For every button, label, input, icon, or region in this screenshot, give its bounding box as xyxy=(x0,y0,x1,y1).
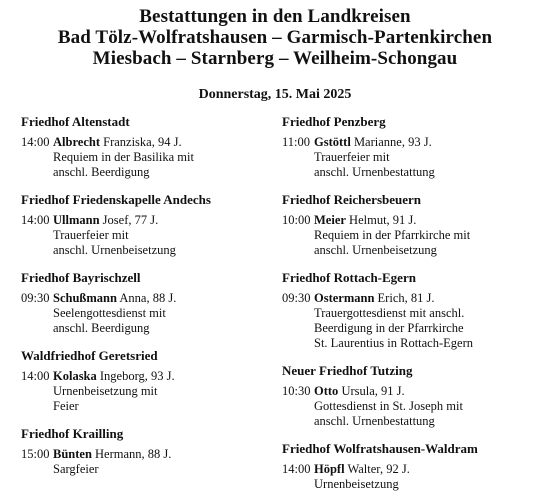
cemetery-name: Neuer Friedhof Tutzing xyxy=(282,363,413,378)
cemetery-name: Friedhof Wolfratshausen-Waldram xyxy=(282,441,478,456)
service-description: Gottesdienst in St. Joseph mit xyxy=(314,399,463,413)
service-description: anschl. Urnenbeisetzung xyxy=(314,243,437,257)
deceased-name xyxy=(53,447,271,462)
deceased-surname: Kolaska xyxy=(53,369,97,383)
service-description: Beerdigung in der Pfarrkirche xyxy=(314,321,464,335)
service-description: Trauerfeier mit xyxy=(53,228,129,242)
deceased-surname: Ostermann xyxy=(314,291,375,305)
service-description: Urnenbeisetzung mit xyxy=(53,384,158,398)
service-description: anschl. Urnenbestattung xyxy=(314,165,435,179)
deceased-given-name-age: Anna, 88 J. xyxy=(116,291,177,305)
deceased-given-name-age: Erich, 81 J. xyxy=(374,291,435,305)
deceased-surname: Höpfl xyxy=(314,462,345,476)
cemetery-name: Friedhof Altenstadt xyxy=(21,114,130,129)
deceased-given-name-age: Franziska, 94 J. xyxy=(100,135,182,149)
cemetery-name: Friedhof Reichersbeuern xyxy=(282,192,422,207)
burial-entry xyxy=(21,135,271,180)
burial-entry xyxy=(21,291,271,336)
service-description: anschl. Urnenbeisetzung xyxy=(53,243,176,257)
service-description: Requiem in der Basilika mit xyxy=(53,150,194,164)
burial-time: 14:00 xyxy=(282,462,311,476)
service-description: anschl. Beerdigung xyxy=(53,321,150,335)
deceased-given-name-age: Hermann, 88 J. xyxy=(91,447,172,461)
cemetery-name: Waldfriedhof Geretsried xyxy=(21,348,158,363)
cemetery-block xyxy=(282,192,542,258)
cemetery-block xyxy=(21,426,271,477)
service-description: Trauerfeier mit xyxy=(314,150,390,164)
burial-entry xyxy=(282,384,542,429)
burial-time: 10:30 xyxy=(282,384,311,398)
burial-entry xyxy=(282,135,542,180)
deceased-given-name-age: Helmut, 91 J. xyxy=(345,213,417,227)
cemetery-name: Friedhof Friedenskapelle Andechs xyxy=(21,192,211,207)
deceased-name xyxy=(53,135,271,150)
burial-details xyxy=(314,213,542,258)
service-description: anschl. Urnenbestattung xyxy=(314,414,435,428)
burial-time: 14:00 xyxy=(21,135,50,149)
title-line: Miesbach – Starnberg – Weilheim-Schongau xyxy=(92,48,458,69)
burial-details xyxy=(314,462,542,492)
cemetery-block xyxy=(282,270,542,351)
deceased-surname: Meier xyxy=(314,213,346,227)
burial-details xyxy=(53,135,271,180)
burial-entry xyxy=(21,447,271,477)
burial-details xyxy=(53,447,271,477)
service-description: Feier xyxy=(53,399,79,413)
service-description: Seelengottesdienst mit xyxy=(53,306,166,320)
deceased-surname: Schußmann xyxy=(53,291,117,305)
burial-details xyxy=(53,213,271,258)
burial-entry xyxy=(282,291,542,351)
burial-time: 11:00 xyxy=(282,135,311,149)
deceased-name xyxy=(53,213,271,228)
burial-entry xyxy=(282,213,542,258)
burial-details xyxy=(314,291,542,351)
cemetery-block xyxy=(21,348,271,414)
burial-details xyxy=(53,291,271,336)
deceased-surname: Gstöttl xyxy=(314,135,351,149)
deceased-given-name-age: Ingeborg, 93 J. xyxy=(96,369,175,383)
burial-time: 09:30 xyxy=(21,291,50,305)
cemetery-name: Friedhof Penzberg xyxy=(282,114,386,129)
cemetery-block xyxy=(21,114,271,180)
cemetery-block xyxy=(282,363,542,429)
deceased-surname: Bünten xyxy=(53,447,92,461)
burial-time: 15:00 xyxy=(21,447,50,461)
cemetery-name: Friedhof Bayrischzell xyxy=(21,270,141,285)
left-column xyxy=(21,109,271,489)
deceased-name xyxy=(314,135,542,150)
cemetery-name: Friedhof Rottach-Egern xyxy=(282,270,416,285)
burial-time: 14:00 xyxy=(21,369,50,383)
service-description: Sargfeier xyxy=(53,462,99,476)
cemetery-block xyxy=(282,441,542,492)
deceased-name xyxy=(314,213,542,228)
burial-details xyxy=(53,369,271,414)
deceased-name xyxy=(53,369,271,384)
deceased-surname: Otto xyxy=(314,384,339,398)
title-line: Bestattungen in den Landkreisen xyxy=(139,6,411,27)
date-heading: Donnerstag, 15. Mai 2025 xyxy=(198,87,352,102)
deceased-name xyxy=(314,384,542,399)
cemetery-block xyxy=(21,270,271,336)
deceased-name xyxy=(314,291,542,306)
burial-time: 10:00 xyxy=(282,213,311,227)
deceased-given-name-age: Josef, 77 J. xyxy=(99,213,159,227)
burial-entry xyxy=(21,369,271,414)
cemetery-block xyxy=(282,114,542,180)
service-description: Trauergottesdienst mit anschl. xyxy=(314,306,465,320)
burial-entry xyxy=(21,213,271,258)
burial-details xyxy=(314,384,542,429)
title-line: Bad Tölz-Wolfratshausen – Garmisch-Partenkirchen xyxy=(57,27,493,48)
burial-entry xyxy=(282,462,542,492)
service-description: anschl. Beerdigung xyxy=(53,165,150,179)
deceased-given-name-age: Marianne, 93 J. xyxy=(350,135,432,149)
deceased-name xyxy=(314,462,542,477)
cemetery-block xyxy=(21,192,271,258)
deceased-surname: Albrecht xyxy=(53,135,100,149)
page-title xyxy=(0,6,550,69)
burial-details xyxy=(314,135,542,180)
deceased-surname: Ullmann xyxy=(53,213,100,227)
deceased-given-name-age: Walter, 92 J. xyxy=(344,462,410,476)
deceased-given-name-age: Ursula, 91 J. xyxy=(338,384,405,398)
service-description: Urnenbeisetzung xyxy=(314,477,399,491)
cemetery-name: Friedhof Krailling xyxy=(21,426,124,441)
deceased-name xyxy=(53,291,271,306)
right-column xyxy=(282,109,542,504)
service-description: Requiem in der Pfarrkirche mit xyxy=(314,228,471,242)
burial-time: 09:30 xyxy=(282,291,311,305)
service-description: St. Laurentius in Rottach-Egern xyxy=(314,336,473,350)
burial-time: 14:00 xyxy=(21,213,50,227)
